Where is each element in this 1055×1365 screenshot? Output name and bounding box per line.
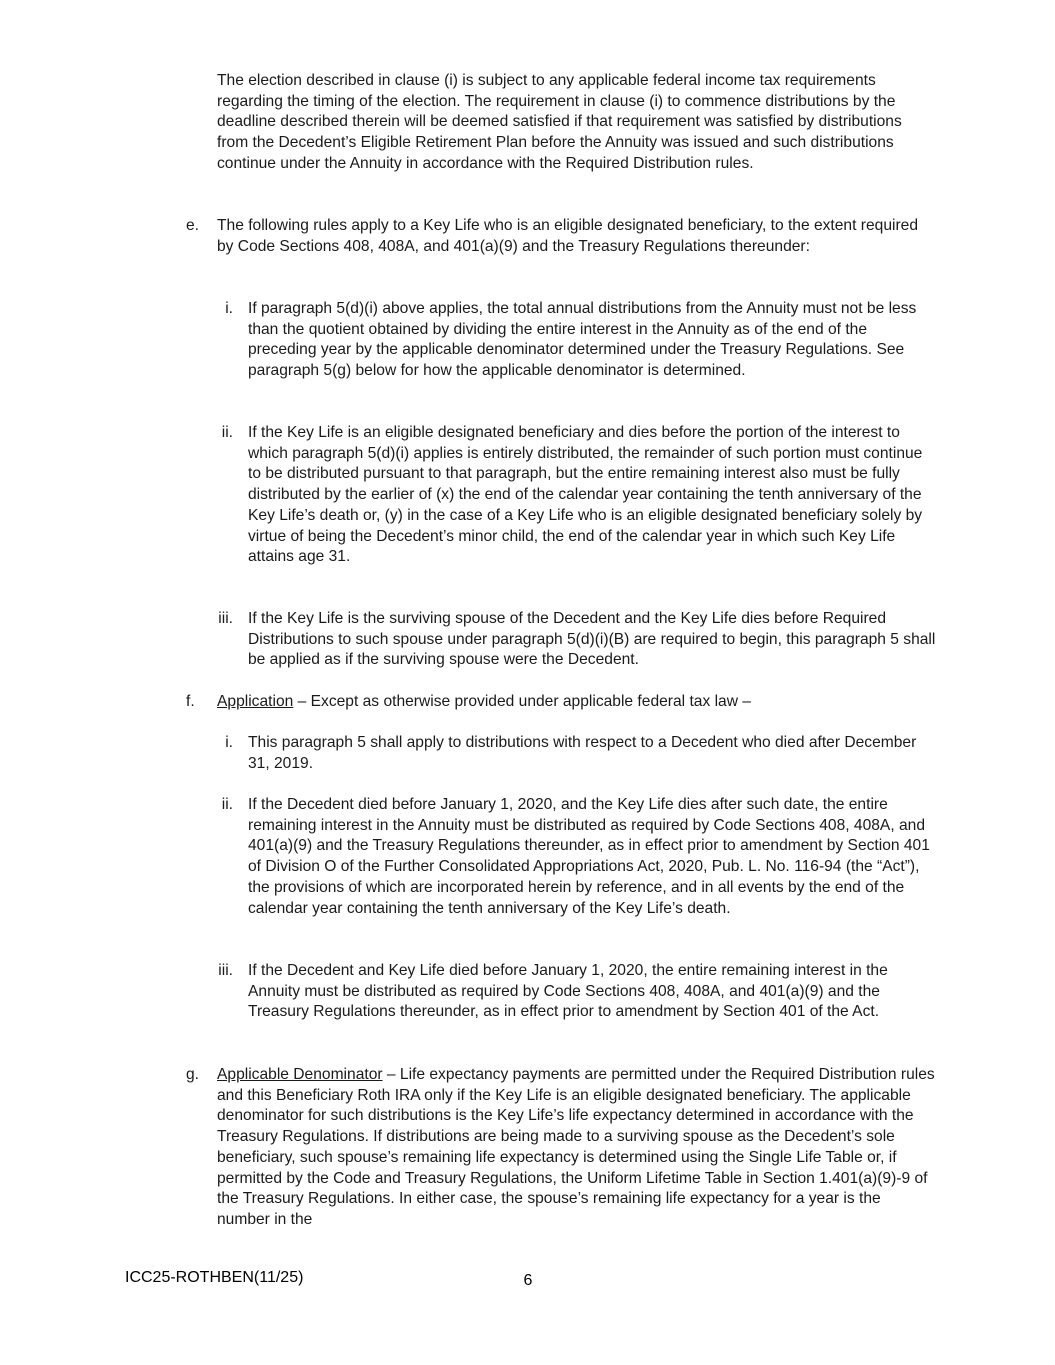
section-e-item-3-label: iii. <box>218 610 233 627</box>
section-f-text: – Except as otherwise provided under applicable federal tax law – <box>293 693 751 710</box>
section-e-item-1-text: If paragraph 5(d)(i) above applies, the total annual distributions from the Annuity must not be less than the quotient obtained by dividing the entire interest in the Annuity as of the end of the preceding year by the applicable denominator determined under the Treasury Regulations. See paragraph 5(g) below for how the applicable denominator is determined. <box>248 300 917 380</box>
section-e-text: The following rules apply to a Key Life who is an eligible designated beneficiary, to the extent required by Code Sections 408, 408A, and 401(a)(9) and the Treasury Regulations thereunder: <box>217 217 918 255</box>
section-f-heading: Application <box>217 693 294 710</box>
section-g-heading: Applicable Denominator <box>217 1066 383 1083</box>
section-f-item-2-text: If the Decedent died before January 1, 2020, and the Key Life dies after such date, the entire remaining interest in the Annuity must be distributed as required by Code Sections 408, 408A, and 401(a)(9) and the Treasury Regulations thereunder, as in effect prior to amendment by Section 401 of Division O of the Further Consolidated Appropriations Act, 2020, Pub. L. No. 116-94 (the “Act”), the provisions of which are incorporated herein by reference, and in all events by the end of the calendar year containing the tenth anniversary of the Key Life’s death. <box>248 796 930 917</box>
section-f-item-3-label: iii. <box>218 962 233 979</box>
section-e-item-2-text: If the Key Life is an eligible designated beneficiary and dies before the portion of the interest to which paragraph 5(d)(i) applies is entirely distributed, the remainder of such portion must continue to be distributed pursuant to that paragraph, but the entire remaining interest also must be fully distributed by the earlier of (x) the end of the calendar year containing the tenth anniversary of the Key Life’s death or, (y) in the case of a Key Life who is an eligible designated beneficiary solely by virtue of being the Decedent’s minor child, the end of the calendar year in which such Key Life attains age 31. <box>248 424 923 566</box>
section-f-label: f. <box>186 693 195 710</box>
footer-page-number: 6 <box>523 1272 533 1289</box>
intro-paragraph: The election described in clause (i) is subject to any applicable federal income tax requirements regarding the timing of the election. The requirement in clause (i) to commence distributions by the deadline described therein will be deemed satisfied if that requirement was satisfied by distributions from the Decedent’s Eligible Retirement Plan before the Annuity was issued and such distributions continue under the Annuity in accordance with the Required Distribution rules. <box>217 72 902 172</box>
section-f-item-3-text: If the Decedent and Key Life died before January 1, 2020, the entire remaining interest in the Annuity must be distributed as required by Code Sections 408, 408A, and 401(a)(9) and the Treasury Regulations thereunder, as in effect prior to amendment by Section 401 of the Act. <box>248 962 888 1021</box>
section-e-item-1-label: i. <box>225 300 233 317</box>
section-e-label: e. <box>186 217 200 234</box>
section-e-item-2-label: ii. <box>221 424 233 441</box>
section-f-paragraph <box>217 692 937 713</box>
footer-form-id: ICC25-ROTHBEN(11/25) <box>125 1269 304 1286</box>
section-g-text: – Life expectancy payments are permitted under the Required Distribution rules and this Beneficiary Roth IRA only if the Key Life is an eligible designated beneficiary. The applicable denominator for such distributions is the Key Life’s life expectancy determined in accordance with the Treasury Regulations. If distributions are being made to a surviving spouse as the Decedent’s sole beneficiary, such spouse’s remaining life expectancy is determined using the Single Life Table or, if permitted by the Code and Treasury Regulations, the Uniform Lifetime Table in Section 1.401(a)(9)-9 of the Treasury Regulations. In either case, the spouse’s remaining life expectancy for a year is the number in the <box>217 1066 935 1228</box>
section-f-item-1-text: This paragraph 5 shall apply to distributions with respect to a Decedent who died after December 31, 2019. <box>248 734 917 772</box>
section-g-label: g. <box>186 1066 200 1083</box>
section-g-paragraph <box>217 1065 937 1231</box>
section-f-item-1-label: i. <box>225 734 233 751</box>
section-e-item-3-text: If the Key Life is the surviving spouse of the Decedent and the Key Life dies before Required Distributions to such spouse under paragraph 5(d)(i)(B) are required to begin, this paragraph 5 shall be applied as if the surviving spouse were the Decedent. <box>248 610 936 669</box>
section-f-item-2-label: ii. <box>221 796 233 813</box>
